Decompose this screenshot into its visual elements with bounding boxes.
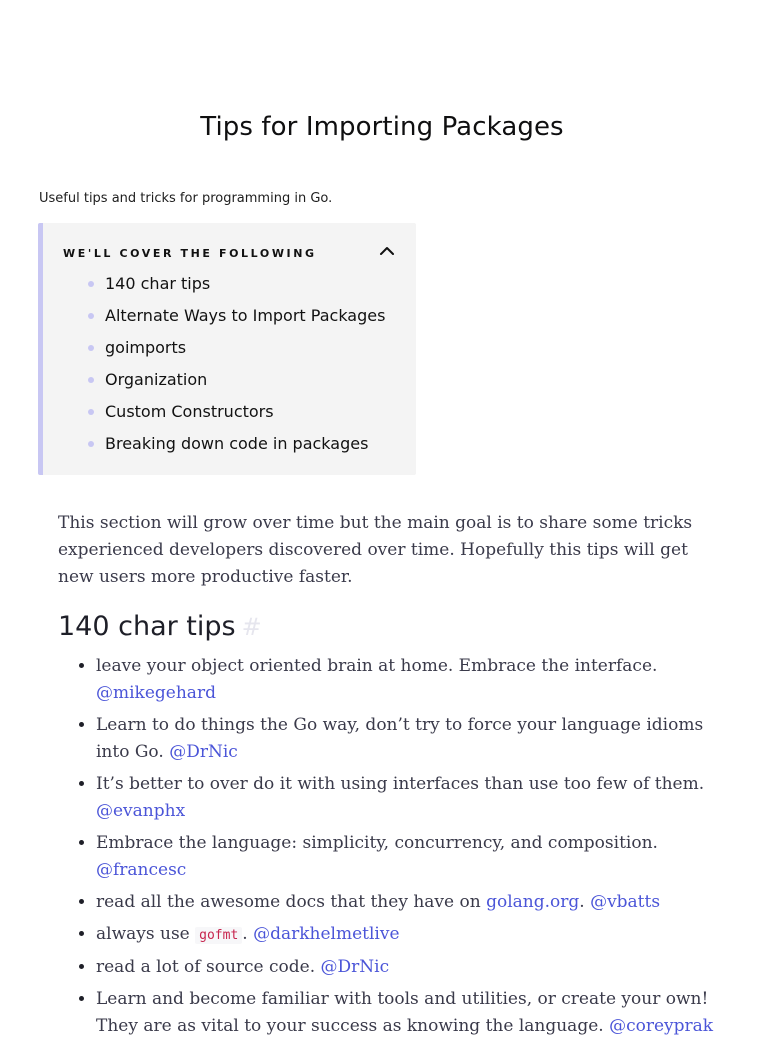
toc-list: [105, 271, 385, 463]
toc-link[interactable]: Alternate Ways to Import Packages: [105, 306, 386, 325]
list-item: [96, 921, 718, 949]
list-item: [96, 830, 718, 884]
toc-link[interactable]: Organization: [105, 370, 208, 389]
tip-text: It’s better to over do it with using interfaces than use too few of them.: [96, 774, 705, 794]
chevron-up-icon[interactable]: [378, 244, 396, 258]
list-item: [96, 653, 718, 707]
table-of-contents: [38, 223, 416, 475]
toc-link[interactable]: Breaking down code in packages: [105, 434, 369, 453]
author-link[interactable]: @coreyprak: [609, 1016, 714, 1036]
toc-header: [63, 244, 396, 260]
bullet-icon: [88, 441, 94, 447]
toc-link[interactable]: goimports: [105, 338, 187, 357]
toc-item[interactable]: [105, 431, 385, 463]
author-link[interactable]: @vbatts: [590, 892, 661, 912]
page-subtitle: Useful tips and tricks for programming in Go.: [39, 191, 333, 206]
author-link[interactable]: @DrNic: [169, 742, 238, 762]
list-item: [96, 889, 718, 916]
tip-text: leave your object oriented brain at home. Embrace the interface.: [96, 656, 658, 676]
tip-text: read a lot of source code.: [96, 957, 316, 977]
tips-list: [58, 653, 718, 1040]
tip-text: Embrace the language: simplicity, concurrency, and composition.: [96, 833, 658, 853]
tip-text: Learn to do things the Go way, don’t try to force your language idioms into Go.: [96, 715, 704, 762]
separator: .: [579, 892, 585, 912]
tip-text: Learn and become familiar with tools and utilities, or create your own! They are as vital to your success as knowing the language.: [96, 989, 709, 1036]
main-content: [58, 510, 718, 1045]
author-link[interactable]: @mikegehard: [96, 683, 216, 703]
golang-link[interactable]: golang.org: [486, 892, 580, 912]
toc-item[interactable]: [105, 271, 385, 303]
bullet-icon: [88, 409, 94, 415]
author-link[interactable]: @francesc: [96, 860, 187, 880]
bullet-icon: [88, 313, 94, 319]
list-item: [96, 986, 718, 1040]
author-link[interactable]: @darkhelmetlive: [253, 924, 400, 944]
list-item: [96, 771, 718, 825]
inline-code: gofmt: [195, 927, 242, 944]
author-link[interactable]: @evanphx: [96, 801, 186, 821]
page-title: Tips for Importing Packages: [200, 112, 564, 142]
bullet-icon: [88, 281, 94, 287]
anchor-link[interactable]: #: [241, 613, 262, 641]
list-item: [96, 954, 718, 981]
toc-item[interactable]: [105, 367, 385, 399]
separator: .: [242, 924, 248, 944]
author-link[interactable]: @DrNic: [320, 957, 390, 977]
toc-item[interactable]: [105, 399, 385, 431]
toc-item[interactable]: [105, 335, 385, 367]
list-item: [96, 712, 718, 766]
bullet-icon: [88, 345, 94, 351]
bullet-icon: [88, 377, 94, 383]
tip-text: read all the awesome docs that they have on: [96, 892, 481, 912]
section-heading-text: 140 char tips: [58, 611, 236, 642]
tip-text: always use: [96, 924, 190, 944]
toc-link[interactable]: Custom Constructors: [105, 402, 274, 421]
toc-item[interactable]: [105, 303, 385, 335]
section-heading: [58, 609, 718, 645]
toc-heading: WE'LL COVER THE FOLLOWING: [63, 247, 317, 260]
intro-paragraph: This section will grow over time but the main goal is to share some tricks experienced developers discovered over time. Hopefully this tips will get new users more productive faster.: [58, 513, 693, 587]
toc-link[interactable]: 140 char tips: [105, 274, 211, 293]
